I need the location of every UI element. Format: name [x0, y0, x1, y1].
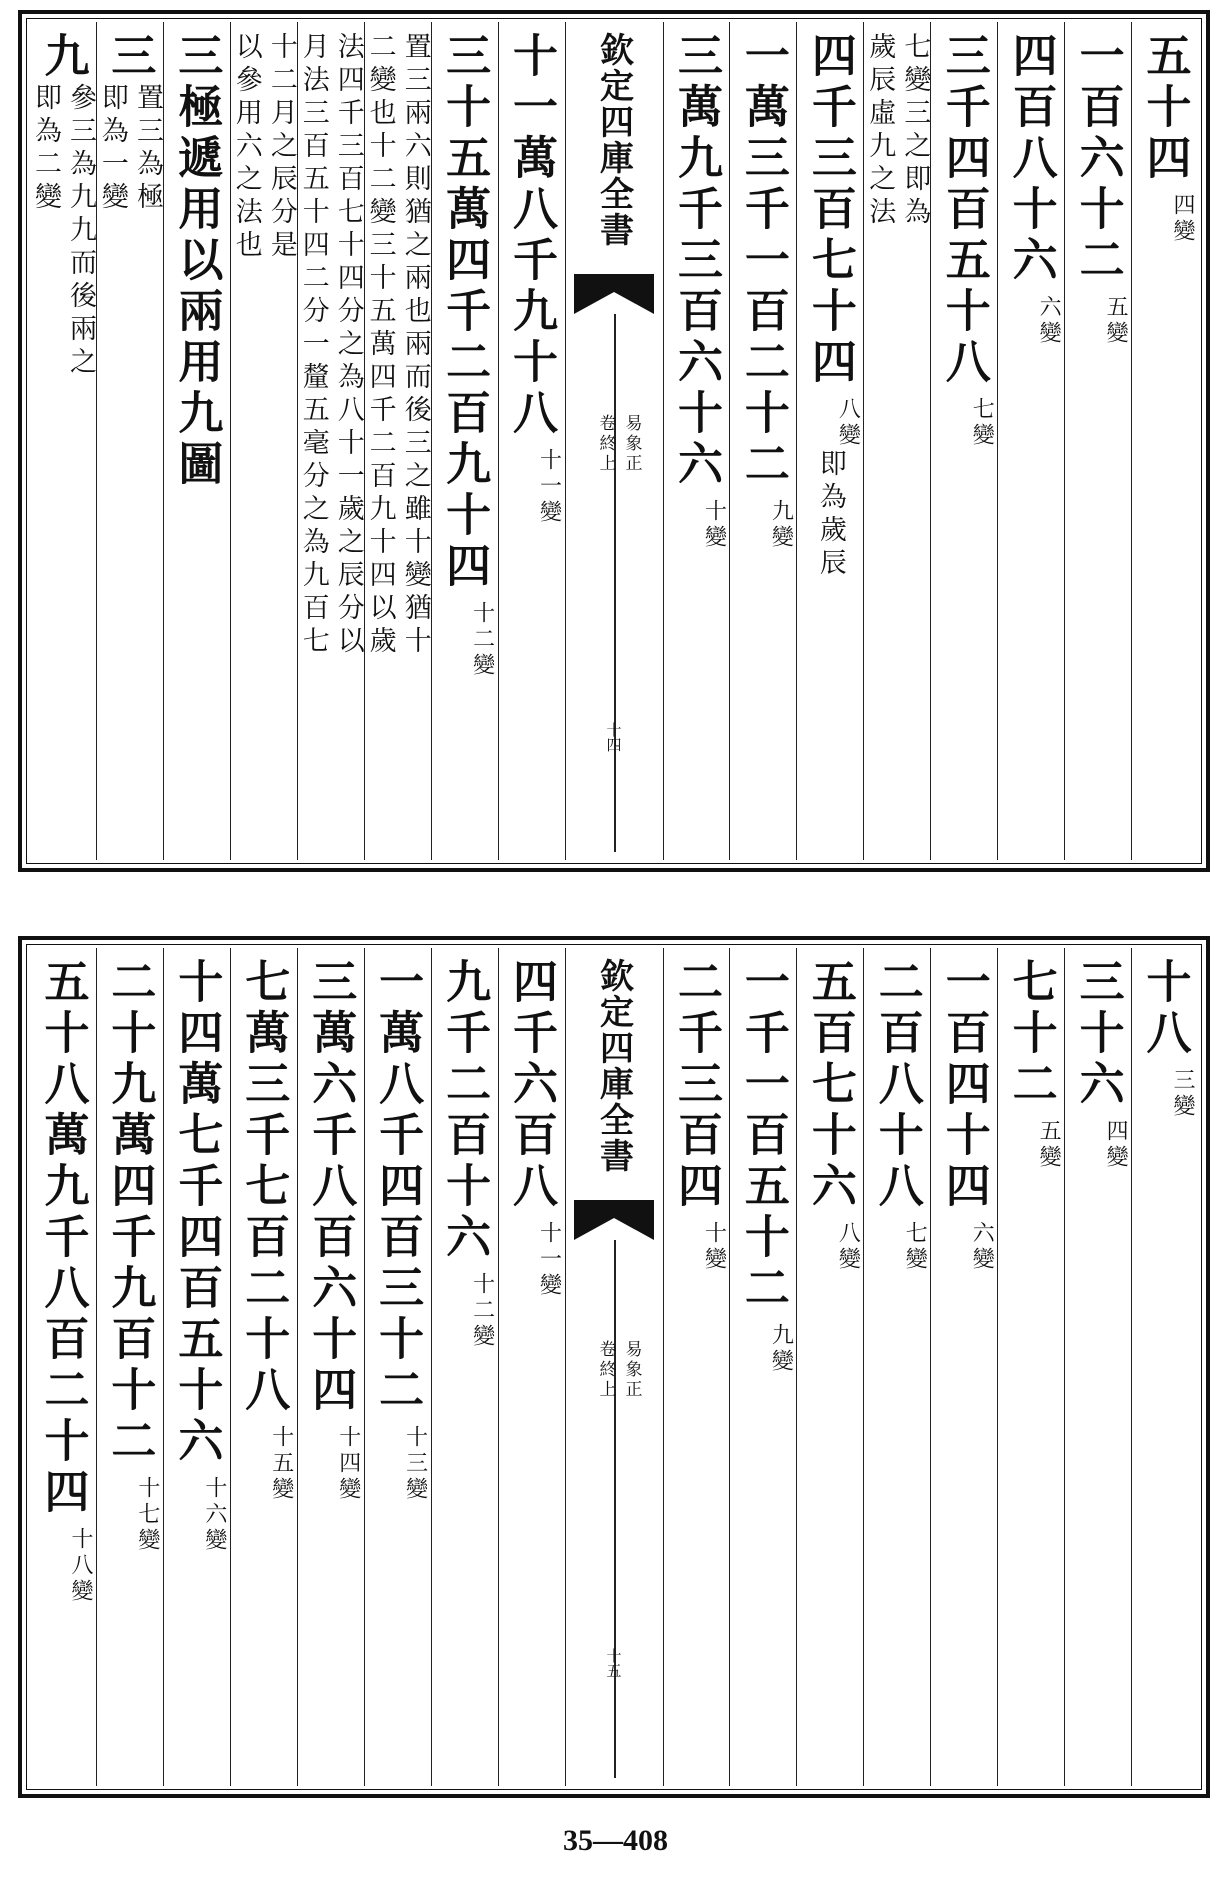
column-content — [664, 958, 730, 1273]
text-column — [663, 948, 730, 1786]
change-annotation: 十二變 — [469, 1272, 495, 1350]
center-column — [565, 948, 663, 1786]
column-content — [1132, 32, 1198, 245]
commentary-line: 即為二變 — [30, 83, 61, 215]
value-text: 三萬九千三百六十六 — [669, 32, 723, 491]
column-content — [164, 958, 230, 1554]
value-text: 四千六百八 — [505, 958, 559, 1213]
commentary-line: 七變三之即為 — [899, 32, 931, 230]
column-content — [231, 958, 297, 1503]
column-content — [664, 32, 730, 551]
column-content — [730, 958, 796, 1375]
change-annotation: 十六變 — [201, 1476, 227, 1554]
text-column — [163, 22, 230, 860]
change-annotation: 五變 — [1036, 1119, 1062, 1171]
text-column — [796, 22, 863, 860]
commentary-line: 法四千三百七十四分之為八十一歲之辰分以 — [332, 32, 364, 659]
commentary-line: 二變也十二變三十五萬四千二百九十四以歲 — [364, 32, 396, 659]
value-text: 四千三百七十四 — [803, 32, 857, 389]
fish-tail-mark-icon — [574, 1200, 654, 1240]
column-content — [730, 32, 796, 551]
bottom-page-frame — [18, 936, 1210, 1798]
change-annotation: 七變 — [969, 397, 995, 449]
text-column — [1131, 22, 1198, 860]
text-column — [997, 948, 1064, 1786]
text-column — [297, 22, 364, 860]
change-annotation: 九變 — [768, 499, 794, 551]
value-text: 一千一百五十二 — [736, 958, 790, 1315]
value-text: 十八 — [1138, 958, 1192, 1060]
value-text: 二千三百四 — [669, 958, 723, 1213]
value-text: 二十九萬四千九百十二 — [103, 958, 157, 1468]
value-text: 七萬三千七百二十八 — [237, 958, 291, 1417]
value-text: 三十五萬四千二百九十四 — [438, 32, 492, 593]
change-annotation: 五變 — [1103, 295, 1129, 347]
change-annotation: 十一變 — [536, 448, 562, 526]
value-text: 五十八萬九千八百二十四 — [36, 958, 90, 1519]
value-text: 一百四十四 — [937, 958, 991, 1213]
text-column — [498, 948, 565, 1786]
text-column — [930, 22, 997, 860]
value-text: 十一萬八千九十八 — [505, 32, 559, 440]
column-content — [30, 32, 96, 380]
collection-title: 欽定四庫全書 — [593, 32, 634, 248]
text-column — [230, 948, 297, 1786]
column-content — [97, 32, 163, 215]
value-text: 五百七十六 — [803, 958, 857, 1213]
commentary-notes — [815, 449, 846, 581]
text-column — [663, 22, 730, 860]
column-content — [1065, 32, 1131, 347]
commentary-line: 十二月之辰分是 — [265, 32, 297, 263]
column-content — [864, 32, 930, 230]
top-page-columns — [30, 22, 1198, 860]
text-column — [230, 22, 297, 860]
commentary-line: 即為歲辰 — [814, 449, 846, 581]
change-annotation: 六變 — [1036, 295, 1062, 347]
change-annotation: 十變 — [701, 499, 727, 551]
value-text: 一萬八千四百三十二 — [371, 958, 425, 1417]
fish-tail-mark-icon — [574, 274, 654, 314]
column-content — [931, 32, 997, 449]
commentary-line: 以參用六之法也 — [230, 32, 262, 263]
text-column — [1064, 948, 1131, 1786]
change-annotation: 四變 — [1170, 193, 1196, 245]
commentary-line: 月法三百五十四二分一釐五毫分之為九百七 — [297, 32, 329, 659]
column-content — [998, 958, 1064, 1171]
text-column — [796, 948, 863, 1786]
commentary-line: 歲辰虛九之法 — [864, 32, 896, 230]
value-text: 一萬三千一百二十二 — [736, 32, 790, 491]
text-column — [163, 948, 230, 1786]
value-text: 四百八十六 — [1004, 32, 1058, 287]
value-text: 三萬六千八百六十四 — [304, 958, 358, 1417]
column-content — [1132, 958, 1198, 1120]
text-column — [1064, 22, 1131, 860]
text-column — [297, 948, 364, 1786]
volume-label: 卷終上 — [595, 414, 616, 474]
center-column — [565, 22, 663, 860]
value-text: 一百六十二 — [1071, 32, 1125, 287]
change-annotation: 七變 — [902, 1221, 928, 1273]
commentary-line: 置三兩六則猶之兩也兩而後三之雖十變猶十 — [399, 32, 431, 659]
text-column — [863, 22, 930, 860]
value-text: 五十四 — [1138, 32, 1192, 185]
value-text: 三 — [103, 32, 157, 83]
text-column — [930, 948, 997, 1786]
change-annotation: 十八變 — [67, 1527, 93, 1605]
center-rule — [614, 314, 616, 852]
volume-label: 卷終上 — [595, 1340, 616, 1400]
folio-number: 十五 — [604, 1648, 623, 1678]
column-content — [864, 958, 930, 1273]
text-column — [431, 948, 498, 1786]
column-content — [298, 32, 364, 659]
text-column — [364, 22, 431, 860]
value-text: 三極遞用以兩用九圖 — [170, 32, 224, 491]
text-column — [997, 22, 1064, 860]
change-annotation: 九變 — [768, 1323, 794, 1375]
text-column — [498, 22, 565, 860]
folio-number: 十四 — [604, 722, 623, 752]
change-annotation: 十二變 — [469, 601, 495, 679]
bottom-page-columns — [30, 948, 1198, 1786]
commentary-notes — [30, 83, 96, 380]
commentary-line: 置三為極 — [131, 83, 163, 215]
column-content — [797, 32, 863, 581]
page-number-footer: 35—408 — [563, 1824, 668, 1857]
change-annotation: 十七變 — [134, 1476, 160, 1554]
column-content — [499, 32, 565, 526]
text-column — [364, 948, 431, 1786]
top-page-frame — [18, 10, 1210, 872]
text-column — [30, 948, 96, 1786]
change-annotation: 十一變 — [536, 1221, 562, 1299]
value-text: 三千四百五十八 — [937, 32, 991, 389]
change-annotation: 十四變 — [335, 1425, 361, 1503]
book-name: 易象正 — [621, 414, 642, 474]
text-column — [96, 948, 163, 1786]
commentary-line: 參三為九九而後兩之 — [65, 83, 96, 380]
value-text: 七十二 — [1004, 958, 1058, 1111]
change-annotation: 十變 — [701, 1221, 727, 1273]
change-annotation: 十五變 — [268, 1425, 294, 1503]
column-content — [499, 958, 565, 1299]
text-column — [729, 948, 796, 1786]
change-annotation: 八變 — [835, 397, 861, 449]
commentary-notes — [97, 83, 163, 215]
column-content — [432, 958, 498, 1350]
column-content — [164, 32, 230, 491]
commentary-notes — [365, 32, 431, 659]
text-column — [30, 22, 96, 860]
column-content — [30, 958, 96, 1605]
column-content — [797, 958, 863, 1273]
center-rule — [614, 1240, 616, 1778]
column-content — [298, 958, 364, 1503]
column-content — [97, 958, 163, 1554]
commentary-line: 即為一變 — [96, 83, 128, 215]
change-annotation: 八變 — [835, 1221, 861, 1273]
text-column — [431, 22, 498, 860]
commentary-notes — [231, 32, 297, 263]
column-content — [1065, 958, 1131, 1171]
change-annotation: 六變 — [969, 1221, 995, 1273]
text-column — [863, 948, 930, 1786]
value-text: 九千二百十六 — [438, 958, 492, 1264]
value-text: 九 — [36, 32, 90, 83]
change-annotation: 十三變 — [402, 1425, 428, 1503]
column-content — [998, 32, 1064, 347]
column-content — [365, 32, 431, 659]
text-column — [1131, 948, 1198, 1786]
column-content — [231, 32, 297, 263]
collection-title: 欽定四庫全書 — [593, 958, 634, 1174]
change-annotation: 四變 — [1103, 1119, 1129, 1171]
change-annotation: 三變 — [1170, 1068, 1196, 1120]
text-column — [729, 22, 796, 860]
value-text: 十四萬七千四百五十六 — [170, 958, 224, 1468]
column-content — [365, 958, 431, 1503]
value-text: 三十六 — [1071, 958, 1125, 1111]
text-column — [96, 22, 163, 860]
column-content — [931, 958, 997, 1273]
value-text: 二百八十八 — [870, 958, 924, 1213]
commentary-notes — [298, 32, 364, 659]
column-content — [432, 32, 498, 679]
commentary-notes — [864, 32, 930, 230]
book-name: 易象正 — [621, 1340, 642, 1400]
